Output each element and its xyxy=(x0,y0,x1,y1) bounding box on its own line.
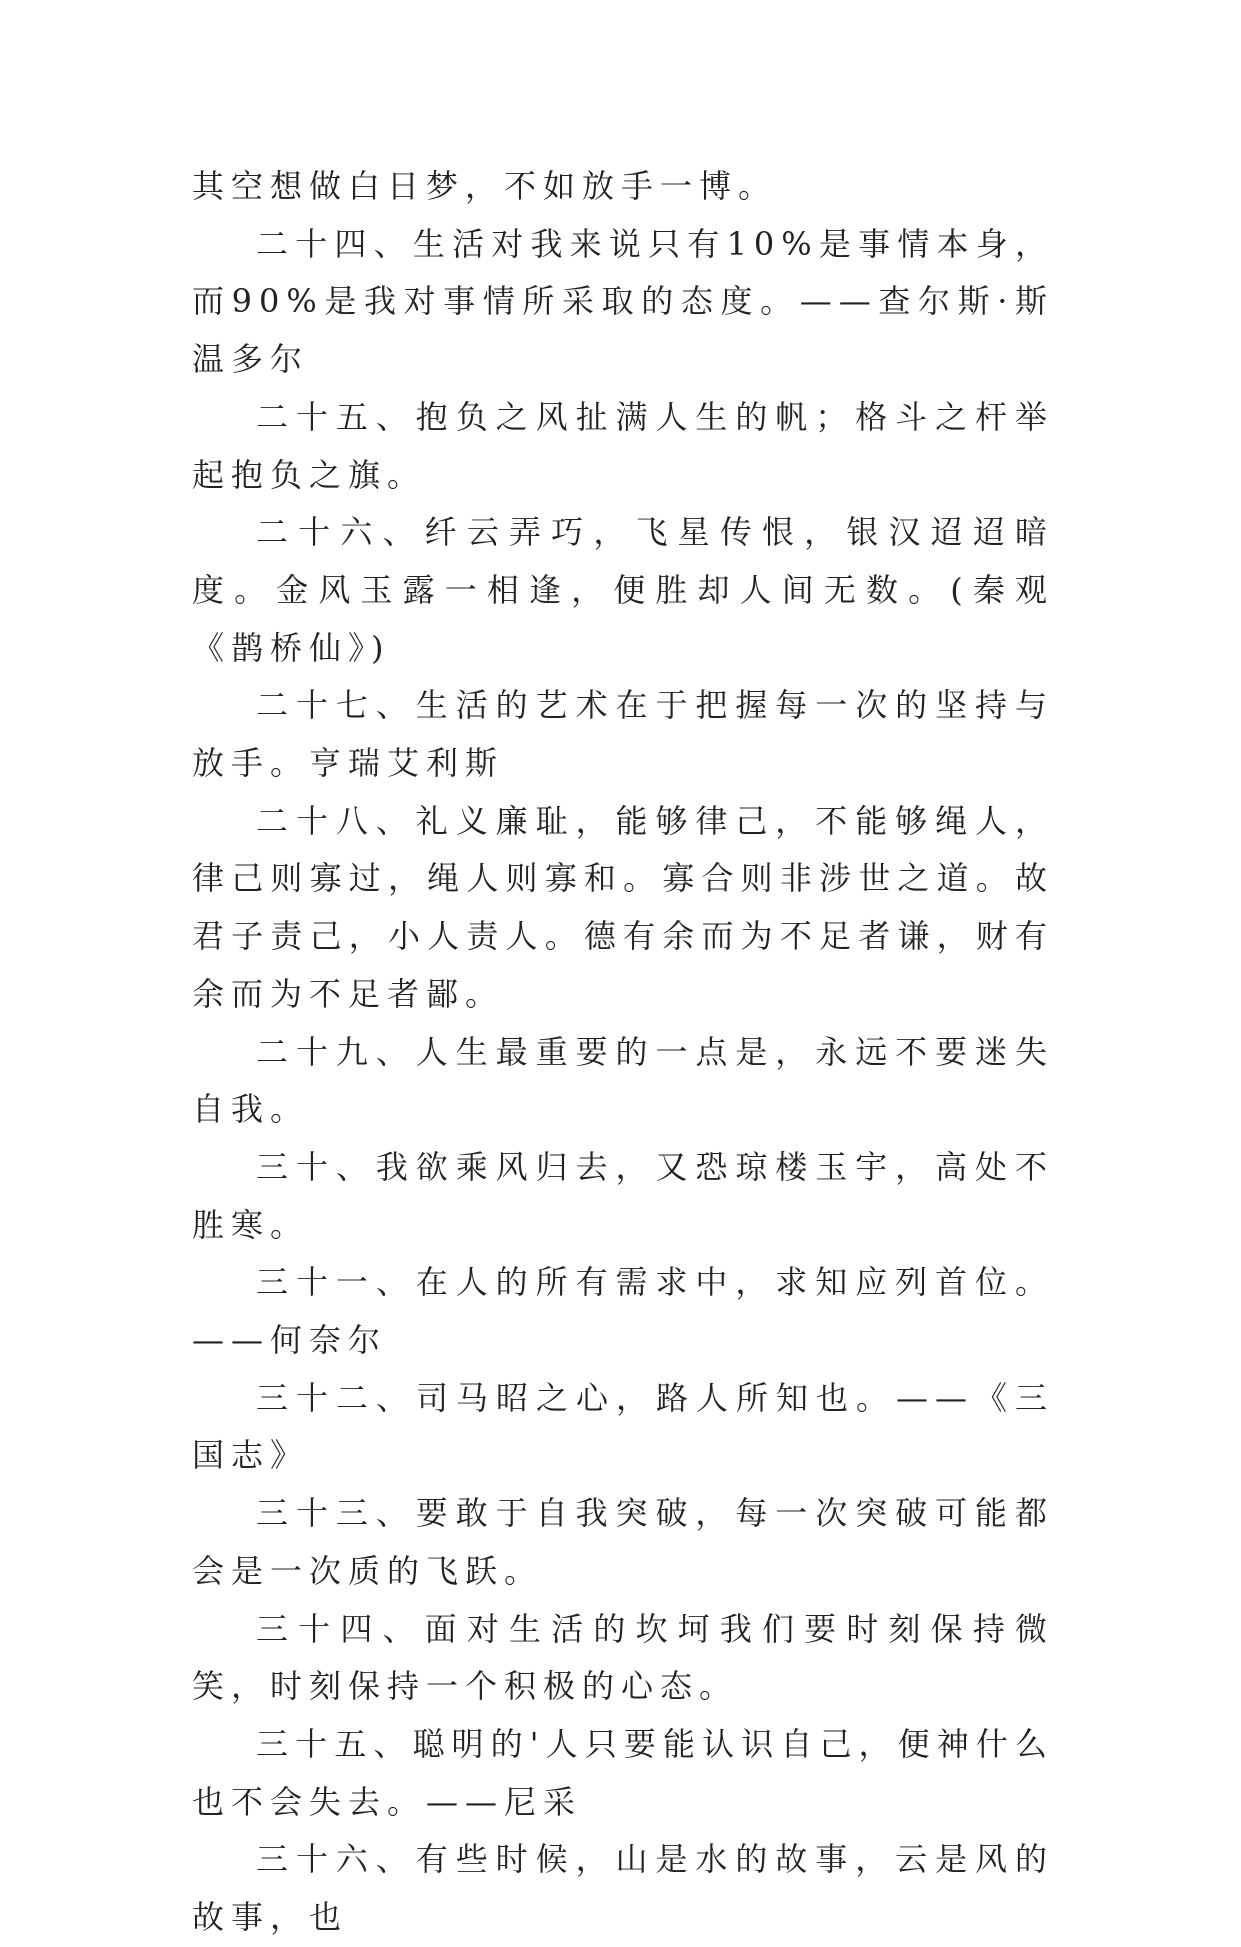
paragraph-36: 三十六、有些时候，山是水的故事，云是风的故事，也 xyxy=(192,1840,1054,1937)
paragraph-31: 三十一、在人的所有需求中，求知应列首位。——何奈尔 xyxy=(192,1263,1054,1360)
paragraph-33: 三十三、要敢于自我突破，每一次突破可能都会是一次质的飞跃。 xyxy=(192,1494,1054,1590)
paragraph-29: 二十九、人生最重要的一点是，永远不要迷失自我。 xyxy=(192,1032,1054,1129)
paragraph-35: 三十五、聪明的'人只要能认识自己，便神什么也不会失去。——尼采 xyxy=(192,1724,1054,1821)
paragraph-25: 二十五、抱负之风扯满人生的帆；格斗之杆举起抱负之旗。 xyxy=(192,397,1054,494)
paragraph-30: 三十、我欲乘风归去，又恐琼楼玉宇，高处不胜寒。 xyxy=(192,1147,1054,1244)
paragraph-28: 二十八、礼义廉耻，能够律己，不能够绳人，律己则寡过，绳人则寡和。寡合则非涉世之道。故君子责己，小人责人。德有余而为不足者谦，财有余而为不足者鄙。 xyxy=(192,801,1054,1013)
paragraph-32: 三十二、司马昭之心，路人所知也。——《三国志》 xyxy=(192,1378,1054,1475)
document-body xyxy=(192,158,1054,1947)
paragraph-34: 三十四、面对生活的坎坷我们要时刻保持微笑，时刻保持一个积极的心态。 xyxy=(192,1609,1054,1706)
paragraph-continued: 其空想做白日梦，不如放手一博。 xyxy=(192,167,778,205)
paragraph-24: 二十四、生活对我来说只有10%是事情本身，而90%是我对事情所采取的态度。——查尔斯·斯温多尔 xyxy=(192,224,1054,379)
paragraph-27: 二十七、生活的艺术在于把握每一次的坚持与放手。亨瑞艾利斯 xyxy=(192,686,1054,783)
paragraph-26: 二十六、纤云弄巧，飞星传恨，银汉迢迢暗度。金风玉露一相逢，便胜却人间无数。(秦观《鹊桥仙》) xyxy=(192,513,1054,667)
